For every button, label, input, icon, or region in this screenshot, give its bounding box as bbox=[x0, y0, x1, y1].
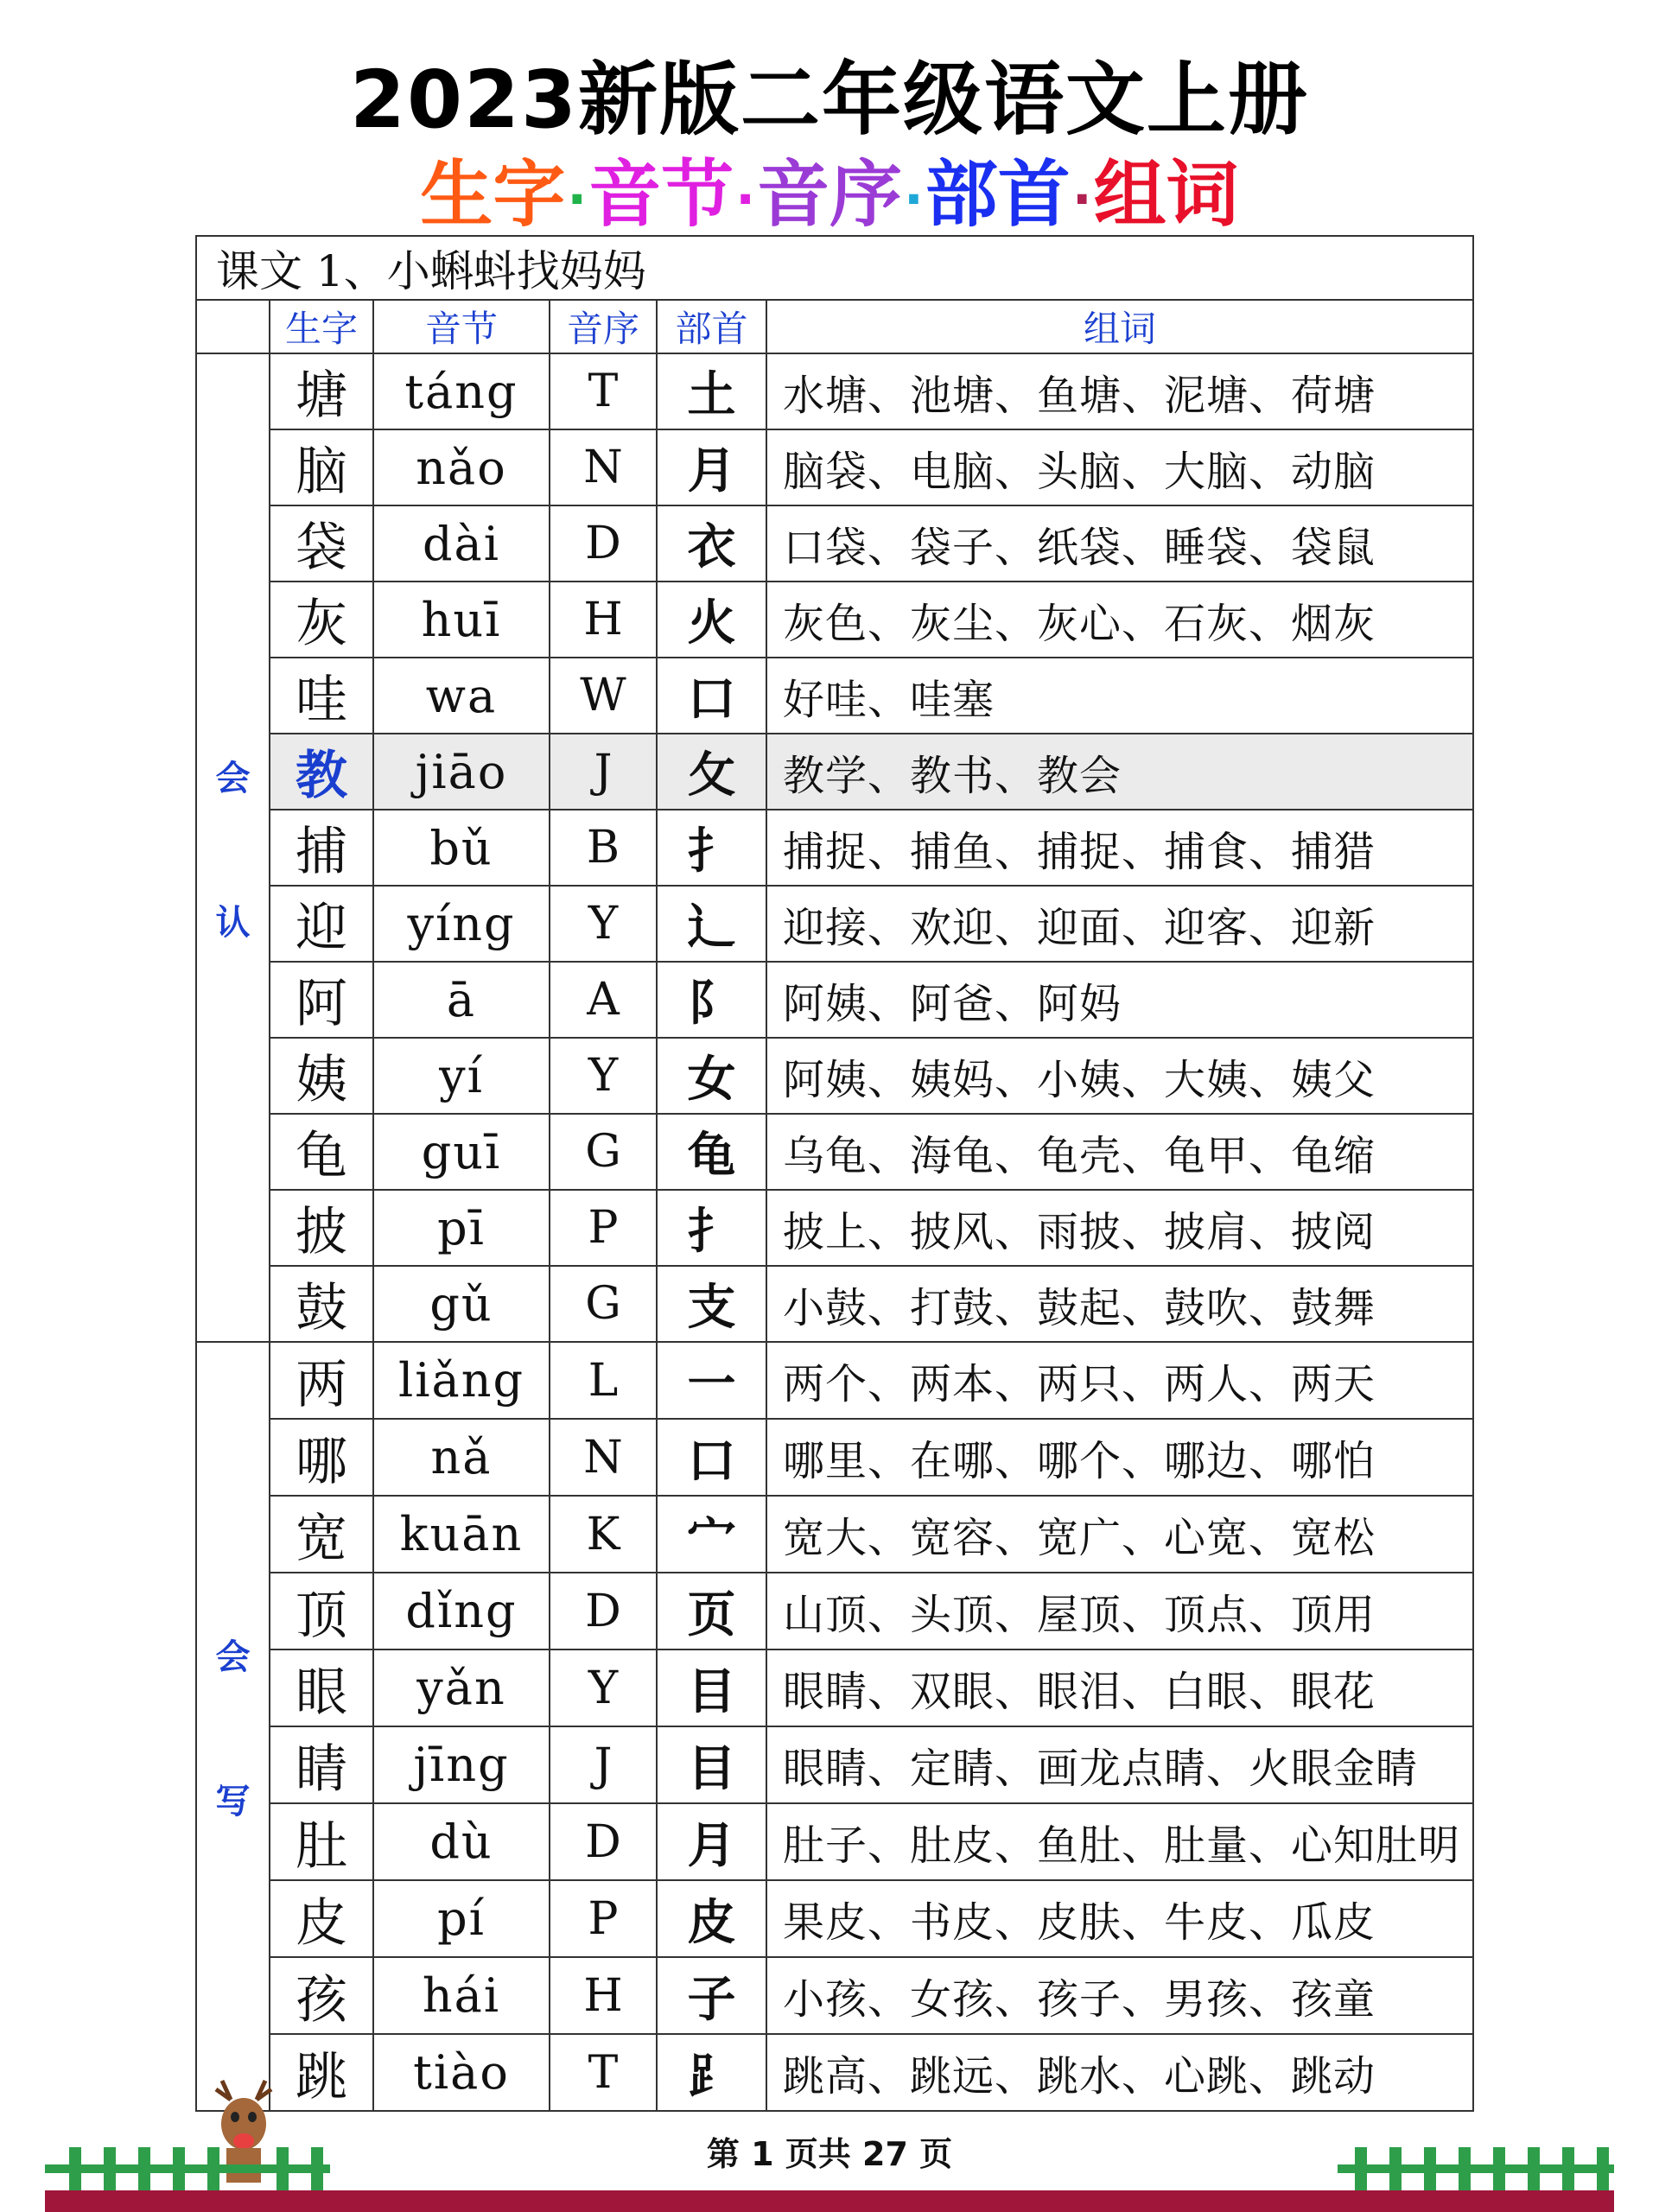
cell-pinyin: bǔ bbox=[373, 810, 550, 886]
table-row bbox=[196, 429, 1473, 505]
table-row bbox=[196, 1649, 1473, 1726]
subtitle-word: 生字 bbox=[420, 152, 566, 237]
cell-char: 哪 bbox=[270, 1419, 373, 1496]
table-row bbox=[196, 1190, 1473, 1266]
cell-pinyin: nǎo bbox=[373, 429, 550, 505]
group-header-blank bbox=[196, 300, 270, 353]
cell-radical: 月 bbox=[657, 429, 766, 505]
table-row bbox=[196, 886, 1473, 962]
cell-order: Y bbox=[550, 886, 657, 962]
table-row bbox=[196, 1957, 1473, 2034]
cell-pinyin: jiāo bbox=[373, 734, 550, 810]
cell-words: 乌龟、海龟、龟壳、龟甲、龟缩 bbox=[766, 1114, 1473, 1190]
cell-words: 小孩、女孩、孩子、男孩、孩童 bbox=[766, 1957, 1473, 2034]
header-order: 音序 bbox=[550, 300, 657, 353]
cell-pinyin: táng bbox=[373, 353, 550, 429]
cell-order: P bbox=[550, 1880, 657, 1957]
cell-words: 哪里、在哪、哪个、哪边、哪怕 bbox=[766, 1419, 1473, 1496]
cell-order: G bbox=[550, 1114, 657, 1190]
cell-order: T bbox=[550, 353, 657, 429]
cell-radical: 口 bbox=[657, 658, 766, 734]
cell-radical: 月 bbox=[657, 1803, 766, 1880]
cell-radical: 口 bbox=[657, 1419, 766, 1496]
cell-pinyin: dài bbox=[373, 505, 550, 582]
cell-words: 口袋、袋子、纸袋、睡袋、袋鼠 bbox=[766, 505, 1473, 582]
cell-order: A bbox=[550, 962, 657, 1038]
cell-order: D bbox=[550, 1803, 657, 1880]
cell-words: 山顶、头顶、屋顶、顶点、顶用 bbox=[766, 1573, 1473, 1649]
cell-char: 塘 bbox=[270, 353, 373, 429]
cell-pinyin: pí bbox=[373, 1880, 550, 1957]
subtitle-dot: · bbox=[567, 169, 588, 231]
cell-order: D bbox=[550, 505, 657, 582]
subtitle-dot: · bbox=[1071, 169, 1092, 231]
cell-radical: 火 bbox=[657, 582, 766, 658]
cell-char: 皮 bbox=[270, 1880, 373, 1957]
cell-char: 眼 bbox=[270, 1649, 373, 1726]
cell-order: Y bbox=[550, 1649, 657, 1726]
group-label-char: 认 bbox=[215, 903, 251, 943]
cell-radical: 一 bbox=[657, 1342, 766, 1419]
cell-radical: 扌 bbox=[657, 810, 766, 886]
cell-words: 两个、两本、两只、两人、两天 bbox=[766, 1342, 1473, 1419]
cell-words: 小鼓、打鼓、鼓起、鼓吹、鼓舞 bbox=[766, 1266, 1473, 1342]
cell-char: 宽 bbox=[270, 1496, 373, 1573]
cell-char: 阿 bbox=[270, 962, 373, 1038]
cell-char: 迎 bbox=[270, 886, 373, 962]
cell-order: H bbox=[550, 582, 657, 658]
cell-char: 两 bbox=[270, 1342, 373, 1419]
table-row bbox=[196, 353, 1473, 429]
group-label-char: 会 bbox=[215, 1637, 251, 1677]
cell-radical: ⻊ bbox=[657, 2034, 766, 2111]
vocab-table bbox=[195, 235, 1474, 2112]
cell-radical: 目 bbox=[657, 1726, 766, 1803]
cell-char: 跳 bbox=[270, 2034, 373, 2111]
table-row bbox=[196, 1726, 1473, 1803]
cell-pinyin: ā bbox=[373, 962, 550, 1038]
table-row bbox=[196, 1342, 1473, 1419]
table-row bbox=[196, 2034, 1473, 2111]
cell-radical: 衣 bbox=[657, 505, 766, 582]
cell-pinyin: yǎn bbox=[373, 1649, 550, 1726]
cell-words: 果皮、书皮、皮肤、牛皮、瓜皮 bbox=[766, 1880, 1473, 1957]
cell-radical: 支 bbox=[657, 1266, 766, 1342]
cell-pinyin: guī bbox=[373, 1114, 550, 1190]
table-row bbox=[196, 962, 1473, 1038]
cell-order: J bbox=[550, 734, 657, 810]
header-char: 生字 bbox=[270, 300, 373, 353]
cell-char: 睛 bbox=[270, 1726, 373, 1803]
cell-words: 迎接、欢迎、迎面、迎客、迎新 bbox=[766, 886, 1473, 962]
cell-words: 肚子、肚皮、鱼肚、肚量、心知肚明 bbox=[766, 1803, 1473, 1880]
table-row bbox=[196, 1038, 1473, 1114]
header-pinyin: 音节 bbox=[373, 300, 550, 353]
subtitle-word: 音节 bbox=[588, 152, 734, 237]
cell-words: 阿姨、阿爸、阿妈 bbox=[766, 962, 1473, 1038]
cell-radical: 女 bbox=[657, 1038, 766, 1114]
cell-order: L bbox=[550, 1342, 657, 1419]
cell-words: 阿姨、姨妈、小姨、大姨、姨父 bbox=[766, 1038, 1473, 1114]
group-label-recognize bbox=[196, 353, 270, 1342]
cell-pinyin: gǔ bbox=[373, 1266, 550, 1342]
table-row bbox=[196, 505, 1473, 582]
header-words: 组词 bbox=[766, 300, 1473, 353]
cell-words: 教学、教书、教会 bbox=[766, 734, 1473, 810]
cell-radical: 皮 bbox=[657, 1880, 766, 1957]
cell-words: 水塘、池塘、鱼塘、泥塘、荷塘 bbox=[766, 353, 1473, 429]
cell-pinyin: nǎ bbox=[373, 1419, 550, 1496]
cell-char: 披 bbox=[270, 1190, 373, 1266]
cell-order: K bbox=[550, 1496, 657, 1573]
table-row bbox=[196, 1496, 1473, 1573]
cell-order: G bbox=[550, 1266, 657, 1342]
page-footer: 第 1 页共 27 页 bbox=[706, 2135, 953, 2173]
cell-pinyin: liǎng bbox=[373, 1342, 550, 1419]
subtitle-word: 音序 bbox=[756, 152, 902, 237]
cell-radical: 页 bbox=[657, 1573, 766, 1649]
header-row bbox=[196, 300, 1473, 353]
cell-words: 脑袋、电脑、头脑、大脑、动脑 bbox=[766, 429, 1473, 505]
cell-words: 跳高、跳远、跳水、心跳、跳动 bbox=[766, 2034, 1473, 2111]
table-row bbox=[196, 1419, 1473, 1496]
group-label-char: 会 bbox=[215, 759, 251, 798]
cell-char: 脑 bbox=[270, 429, 373, 505]
cell-char: 龟 bbox=[270, 1114, 373, 1190]
cell-order: N bbox=[550, 429, 657, 505]
table-row bbox=[196, 810, 1473, 886]
cell-order: W bbox=[550, 658, 657, 734]
subtitle-dot: · bbox=[735, 169, 755, 231]
cell-char: 灰 bbox=[270, 582, 373, 658]
subtitle-word: 组词 bbox=[1093, 152, 1239, 237]
cell-char: 孩 bbox=[270, 1957, 373, 2034]
cell-words: 好哇、哇塞 bbox=[766, 658, 1473, 734]
cell-char: 教 bbox=[270, 734, 373, 810]
cell-pinyin: pī bbox=[373, 1190, 550, 1266]
cell-words: 宽大、宽容、宽广、心宽、宽松 bbox=[766, 1496, 1473, 1573]
cell-words: 眼睛、双眼、眼泪、白眼、眼花 bbox=[766, 1649, 1473, 1726]
cell-words: 眼睛、定睛、画龙点睛、火眼金睛 bbox=[766, 1726, 1473, 1803]
cell-order: P bbox=[550, 1190, 657, 1266]
cell-char: 顶 bbox=[270, 1573, 373, 1649]
cell-pinyin: tiào bbox=[373, 2034, 550, 2111]
subtitle-dot: · bbox=[904, 169, 924, 231]
cell-pinyin: huī bbox=[373, 582, 550, 658]
cell-pinyin: jīng bbox=[373, 1726, 550, 1803]
group-label-char: 写 bbox=[215, 1782, 251, 1821]
cell-radical: 宀 bbox=[657, 1496, 766, 1573]
cell-order: H bbox=[550, 1957, 657, 2034]
cell-radical: 龟 bbox=[657, 1114, 766, 1190]
cell-order: N bbox=[550, 1419, 657, 1496]
ground-strip bbox=[45, 2190, 1614, 2212]
table-row bbox=[196, 1114, 1473, 1190]
cell-char: 捕 bbox=[270, 810, 373, 886]
cell-order: J bbox=[550, 1726, 657, 1803]
cell-order: T bbox=[550, 2034, 657, 2111]
cell-char: 姨 bbox=[270, 1038, 373, 1114]
cell-pinyin: yí bbox=[373, 1038, 550, 1114]
cell-radical: 阝 bbox=[657, 962, 766, 1038]
table-row bbox=[196, 1880, 1473, 1957]
table-row bbox=[196, 582, 1473, 658]
cell-order: Y bbox=[550, 1038, 657, 1114]
table-row bbox=[196, 1573, 1473, 1649]
fence-left-pickets bbox=[45, 2147, 330, 2195]
cell-pinyin: yíng bbox=[373, 886, 550, 962]
fence-right-decoration bbox=[1338, 2147, 1614, 2195]
cell-radical: 目 bbox=[657, 1649, 766, 1726]
cell-words: 披上、披风、雨披、披肩、披阅 bbox=[766, 1190, 1473, 1266]
table-row bbox=[196, 658, 1473, 734]
table-row bbox=[196, 1266, 1473, 1342]
subtitle-word: 部首 bbox=[925, 152, 1071, 237]
cell-radical: 土 bbox=[657, 353, 766, 429]
cell-pinyin: dù bbox=[373, 1803, 550, 1880]
cell-radical: 子 bbox=[657, 1957, 766, 2034]
cell-radical: 扌 bbox=[657, 1190, 766, 1266]
cell-char: 鼓 bbox=[270, 1266, 373, 1342]
table-row bbox=[196, 1803, 1473, 1880]
cell-radical: 攵 bbox=[657, 734, 766, 810]
header-radical: 部首 bbox=[657, 300, 766, 353]
group-label-write bbox=[196, 1342, 270, 2111]
subtitle bbox=[0, 137, 1659, 241]
table-row bbox=[196, 734, 1473, 810]
cell-pinyin: kuān bbox=[373, 1496, 550, 1573]
cell-char: 肚 bbox=[270, 1803, 373, 1880]
cell-pinyin: wa bbox=[373, 658, 550, 734]
cell-order: B bbox=[550, 810, 657, 886]
cell-char: 哇 bbox=[270, 658, 373, 734]
cell-char: 袋 bbox=[270, 505, 373, 582]
fence-right-pickets bbox=[1338, 2147, 1614, 2195]
cell-order: D bbox=[550, 1573, 657, 1649]
fence-left-decoration bbox=[45, 2074, 339, 2195]
cell-words: 灰色、灰尘、灰心、石灰、烟灰 bbox=[766, 582, 1473, 658]
cell-pinyin: dǐng bbox=[373, 1573, 550, 1649]
cell-words: 捕捉、捕鱼、捕捉、捕食、捕猎 bbox=[766, 810, 1473, 886]
page-title: 2023新版二年级语文上册 bbox=[349, 54, 1310, 146]
cell-pinyin: hái bbox=[373, 1957, 550, 2034]
lesson-title: 课文 1、小蝌蚪找妈妈 bbox=[196, 236, 1473, 300]
cell-radical: 辶 bbox=[657, 886, 766, 962]
